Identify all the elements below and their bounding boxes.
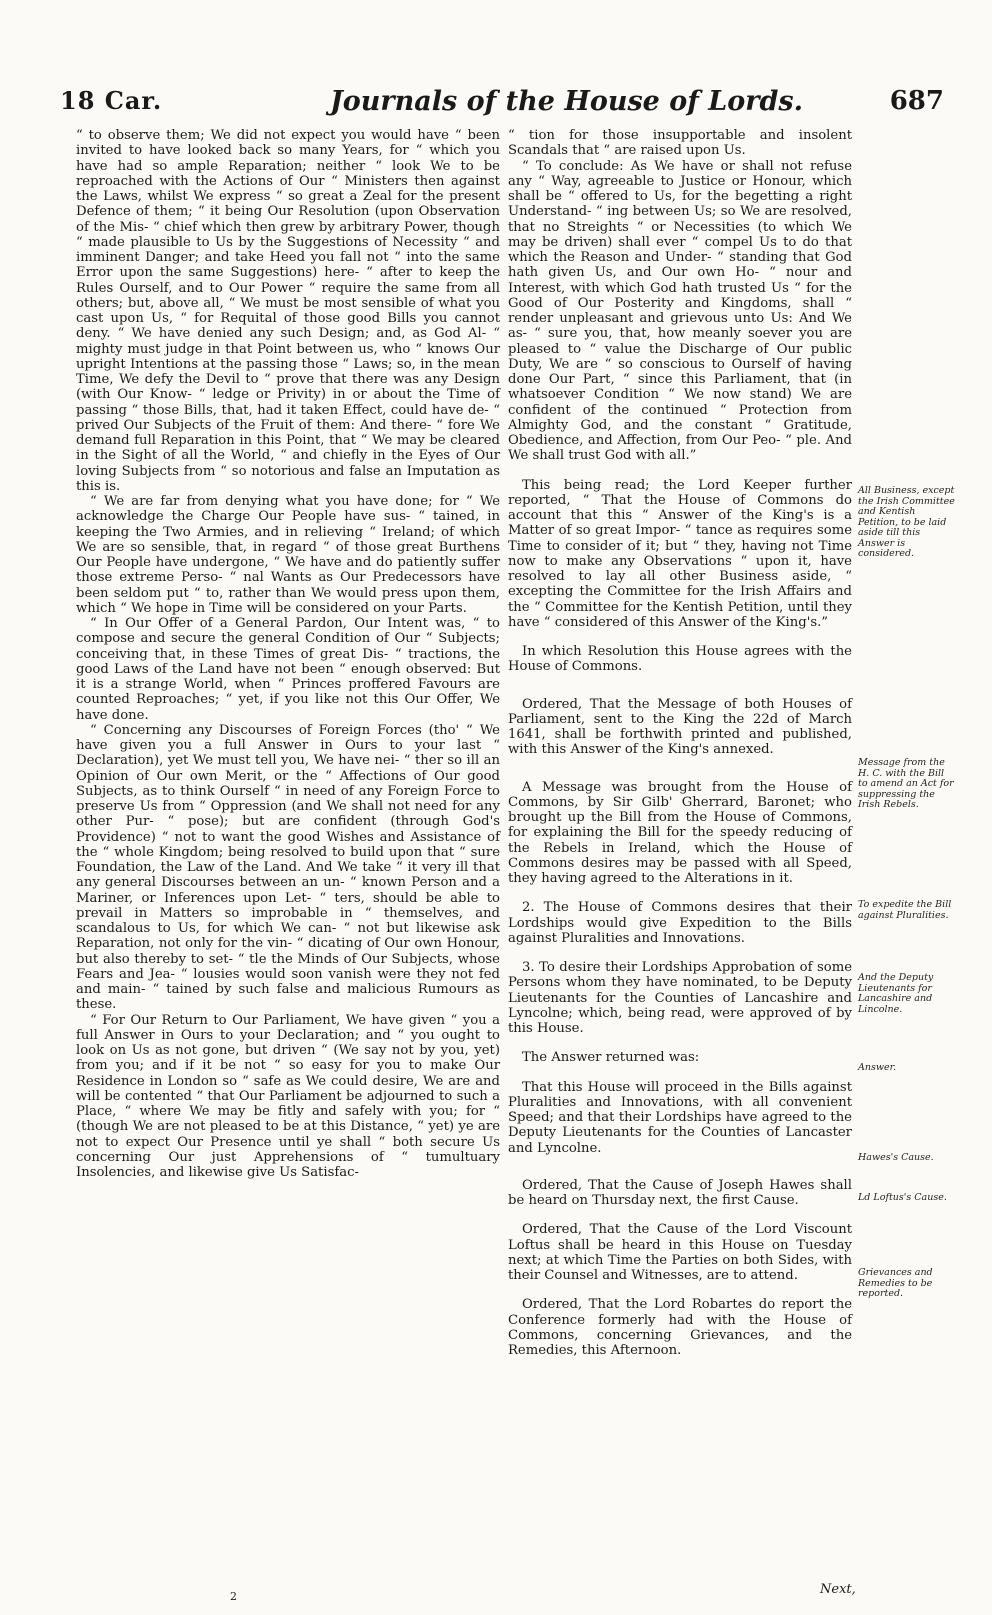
- order-paragraph: Ordered, That the Message of both Houses of Parliament, sent to the King the 22d of March 1641, shall be forthwith printed and published, with this Answer of the King's annexed.: [508, 696, 852, 758]
- catchword: Next,: [820, 1582, 856, 1597]
- paragraph: In which Resolution this House agrees with the House of Commons.: [508, 644, 852, 675]
- page-number: 687: [889, 86, 944, 116]
- paragraph: “ To conclude: As We have or shall not refuse any “ Way, agreeable to Justice or Honour, which shall be “ offered to Us, for the begetting a right Understand- “ ing between Us; so We are resolved, that no Streights “ or Necessities (to which We may be driven) shall ever “ compel Us to do that which the Reason and Under- “ standing that God hath given Us, and Our own Ho- “ nour and Interest, with which God hath trusted Us “ for the Good of Our Posterity and Kingdoms, shall “ render unpleasant and grievous unto Us: And We as- “ sure you, that, how meanly soever you are pleased to “ value the Discharge of Our public Duty, We are “ so conscious to Ourself of having done Our Part, “ since this Parliament, that (in whatsoever Condition “ We now stand) We are confident of the continued “ Protection from Almighty God, and the constant “ Gratitude, Obedience, and Affection, from Our Peo- “ ple. And We shall trust God with all.”: [508, 158, 852, 464]
- margin-note: To expedite the Bill against Pluralities.: [858, 899, 952, 921]
- margin-note: Grievances and Remedies to be reported.: [858, 1267, 933, 1299]
- order-paragraph: Ordered, That the Lord Robartes do report the Conference formerly had with the House of Commons, concerning Grievances, and the Remedies, this Afternoon.: [508, 1297, 852, 1358]
- margin-note: Hawes's Cause.: [858, 1152, 934, 1163]
- answer-heading: The Answer returned was:: [522, 1050, 700, 1066]
- margin-note: Ld Loftus's Cause.: [858, 1192, 947, 1203]
- margin-note: All Business, except the Irish Committee and Kentish Petition, to be laid aside till this Answer is considered.: [858, 485, 955, 559]
- paragraph: 3. To desire their Lordships Approbation of some Persons whom they have nominated, to be Deputy Lieutenants for the Counties of Lancashire and Lyncolne; which, being read, were approved of by this House.: [508, 960, 852, 1036]
- paragraph: 2. The House of Commons desires that their Lordships would give Expedition to the Bills against Pluralities and Innovations.: [508, 900, 852, 946]
- paragraph: “ tion for those insupportable and insolent Scandals that “ are raised upon Us.: [508, 128, 852, 159]
- page-header: [40, 86, 952, 126]
- right-column: [508, 128, 852, 1358]
- signature-mark: 2: [230, 1590, 237, 1603]
- regnal-year: 18 Car.: [60, 86, 163, 115]
- left-column: [76, 128, 500, 1180]
- paragraph: “ Concerning any Discourses of Foreign Forces (tho' “ We have given you a full Answer in Ours to your last “ Declaration), yet We must tell you, We have nei- “ ther so ill an Opinion of Our own Merit, or the “ Affections of Our good Subjects, as to think Ourself “ in need of any Foreign Force to preserve Us from “ Oppression (and We shall not need for any other Pur- “ pose); but are confident (through God's Providence) “ not to want the good Wishes and Assistance of the “ whole Kingdom; being resolved to build upon that “ sure Foundation, the Law of the Land. And We take “ it very ill that any general Discourses between an un- “ known Person and a Mariner, or Inferences upon Let- “ ters, should be able to prevail in Matters so improbable in “ themselves, and scandalous to Us, for which We can- “ not but likewise ask Reparation, not only for the vin- “ dicating of Our own Honour, but also thereby to set- “ tle the Minds of Our Subjects, whose Fears and Jea- “ lousies would soon vanish were they not fed and main- “ tained by such false and malicious Rumours as these.: [76, 722, 500, 1013]
- paragraph: This being read; the Lord Keeper further reported, “ That the House of Commons do account that this “ Answer of the King's is a Matter of so great Impor- “ tance as requires some Time to consider of it; but “ they, having not Time now to make any Observations “ upon it, have resolved to lay all other Business aside, “ excepting the Committee for the Irish Affairs and the “ Committee for the Kentish Petition, until they have “ considered of this Answer of the King's.”: [508, 477, 852, 630]
- order-paragraph: Ordered, That the Cause of the Lord Viscount Loftus shall be heard in this House on Tuesday next; at which Time the Parties on both Sides, with their Counsel and Witnesses, are to attend.: [508, 1222, 852, 1283]
- paragraph: “ For Our Return to Our Parliament, We have given “ you a full Answer in Ours to your Declaration; and “ you ought to look on Us as not gone, but driven “ (We say not by you, yet) from you; and if it be not “ so easy for you to make Our Residence in London so “ safe as We could desire, We are and will be contented “ that Our Parliament be adjourned to such a Place, “ where We may be fitly and safely with you; for “ (though We are not pleased to be at this Distance, “ yet) ye are not to expect Our Presence until ye shall “ both secure Us concerning Our just Apprehensions of “ tumultuary Insolencies, and likewise give Us Satisfac-: [76, 1012, 500, 1180]
- margin-note: Message from the H. C. with the Bill to amend an Act for suppressing the Irish Rebels.: [858, 757, 954, 810]
- margin-note: And the Deputy Lieutenants for Lancashire and Lincolne.: [858, 972, 934, 1015]
- paragraph: “ to observe them; We did not expect you would have “ been invited to have looked back so many Years, for “ which you have had so ample Reparation; neither “ look We to be reproached with the Actions of Our “ Ministers then against the Laws, whilst We express “ so great a Zeal for the present Defence of them; “ it being Our Resolution (upon Observation of the Mis- “ chief which then grew by arbitrary Power, though “ made plausible to Us by the Suggestions of Necessity “ and imminent Danger; and take Heed you fall not “ into the same Error upon the same Suggestions) here- “ after to keep the Rules Ourself, and to Our Power “ require the same from all others; but, above all, “ We must be most sensible of what you cast upon Us, “ for Requital of those good Bills you cannot deny. “ We have denied any such Design; and, as God Al- “ mighty must judge in that Point between us, who “ knows Our upright Intentions at the passing those “ Laws; so, in the mean Time, We defy the Devil to “ prove that there was any Design (with Our Know- “ ledge or Privity) in or about the Time of passing “ those Bills, that, had it taken Effect, could have de- “ prived Our Subjects of the Fruit of them: And there- “ fore We demand full Reparation in this Point, that “ We may be cleared in the Sight of all the World, “ and chiefly in the Eyes of Our loving Subjects from “ so notorious and false an Imputation as this is.: [76, 128, 500, 494]
- message-paragraph: A Message was brought from the House of Commons, by Sir Gilb' Gherrard, Baronet; who brought up the Bill from the House of Commons, for explaining the Bill for the speedy reducing of the Rebels in Ireland, which the House of Commons desires may be passed with all Speed, they having agreed to the Alterations in it.: [508, 779, 852, 886]
- paragraph: That this House will proceed in the Bills against Pluralities and Innovations, with all convenient Speed; and that their Lordships have agreed to the Deputy Lieutenants for the Counties of Lancaster and Lyncolne.: [508, 1079, 852, 1156]
- paragraph: “ In Our Offer of a General Pardon, Our Intent was, “ to compose and secure the general Condition of Our “ Subjects; conceiving that, in these Times of great Dis- “ tractions, the good Laws of the Land have not been “ enough observed: But it is a strange World, when “ Princes proffered Favours are counted Reproaches; “ yet, if you like not this Our Offer, We have done.: [76, 616, 500, 723]
- journal-title: Journals of the House of Lords.: [330, 86, 803, 117]
- margin-note: Answer.: [858, 1062, 897, 1073]
- paragraph: “ We are far from denying what you have done; for “ We acknowledge the Charge Our People have sus- “ tained, in keeping the Two Armies, and in relieving “ Ireland; of which We are so sensible, that, in regard “ of those great Burthens Our People have undergone, “ We have and do patiently suffer those extreme Perso- “ nal Wants as Our Predecessors have been seldom put “ to, rather than We would press upon them, which “ We hope in Time will be considered on your Parts.: [76, 494, 500, 616]
- order-paragraph: Ordered, That the Cause of Joseph Hawes shall be heard on Thursday next, the first Cause.: [508, 1177, 852, 1208]
